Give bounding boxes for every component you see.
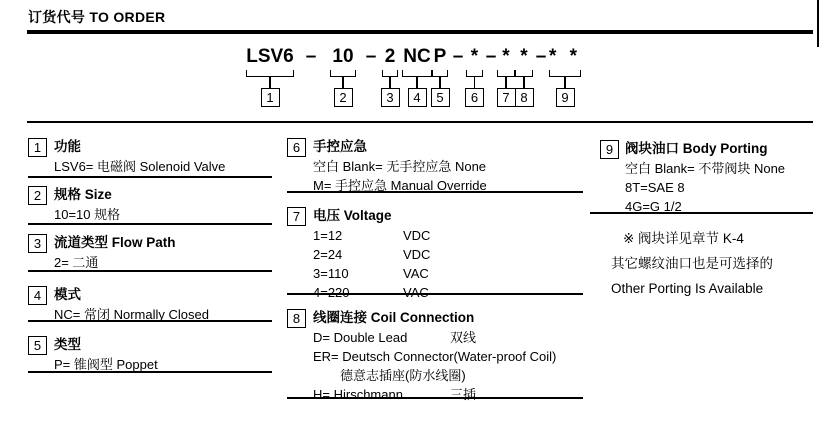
- section-header: [28, 233, 272, 253]
- voltage-option: [313, 264, 583, 283]
- legend-section-flow-path: [28, 230, 272, 272]
- code-text: LSV6: [246, 46, 294, 67]
- position-number-box: 6: [465, 88, 484, 107]
- code-text: –: [535, 46, 547, 67]
- legend-column-3: [590, 0, 813, 439]
- legend-column-1: [28, 0, 272, 439]
- position-number-box: 7: [497, 88, 516, 107]
- code-text: –: [452, 46, 464, 67]
- voltage-option: [313, 226, 583, 245]
- code-text: –: [305, 46, 317, 67]
- position-number-box: 3: [381, 88, 400, 107]
- voltage-unit: VDC: [403, 228, 431, 243]
- section-header: [590, 139, 813, 159]
- note-line: Other Porting Is Available: [611, 281, 764, 296]
- coil-option: [313, 328, 583, 347]
- section-header: [28, 137, 272, 157]
- code-text: 2: [384, 46, 396, 67]
- section-number-box: 7: [287, 207, 306, 226]
- section-title: 类型: [54, 337, 81, 352]
- position-number-box: 8: [515, 88, 534, 107]
- section-title: 规格 Size: [54, 187, 112, 202]
- coil-code: D= Double Lead: [313, 330, 408, 345]
- section-number-box: 6: [287, 138, 306, 157]
- note-line: ※ 阀块详见章节 K-4: [623, 231, 744, 246]
- section-option: M= 手控应急 Manual Override: [313, 178, 487, 193]
- legend-section-size: [28, 182, 272, 225]
- section-header: [28, 185, 272, 205]
- voltage-code: 1=12: [313, 228, 343, 243]
- legend-section-coil-connection: [287, 305, 583, 402]
- legend-section-body-porting: [590, 136, 813, 214]
- section-title: 流道类型 Flow Path: [54, 235, 176, 250]
- voltage-option: [313, 283, 583, 302]
- legend-section-mode: [28, 282, 272, 322]
- section-option: NC= 常闭 Normally Closed: [54, 307, 209, 322]
- section-title: 电压 Voltage: [313, 208, 392, 223]
- code-text: –: [485, 46, 497, 67]
- section-title: 手控应急: [313, 139, 367, 154]
- legend-section-voltage: [287, 203, 583, 300]
- code-text: * *: [548, 46, 582, 67]
- note-line: 其它螺纹油口也是可选择的: [611, 256, 773, 271]
- page-edge-line: [817, 0, 819, 47]
- section-title: 模式: [54, 287, 81, 302]
- code-text: *: [502, 46, 510, 67]
- section-header: [287, 137, 583, 157]
- position-number-box: 9: [556, 88, 575, 107]
- section-title: 线圈连接 Coil Connection: [313, 310, 475, 325]
- voltage-unit: VAC: [403, 285, 429, 300]
- voltage-option: [313, 245, 583, 264]
- porting-note: [611, 226, 811, 301]
- section-title: 功能: [54, 139, 81, 154]
- legend-section-function: [28, 134, 272, 178]
- section-option: 2= 二通: [54, 255, 99, 270]
- position-number-box: 2: [334, 88, 353, 107]
- coil-label: 双线: [450, 330, 477, 345]
- coil-option: [313, 385, 583, 404]
- voltage-unit: VAC: [403, 266, 429, 281]
- coil-option: ER= Deutsch Connector(Water-proof Coil): [313, 349, 557, 364]
- section-header: [287, 308, 583, 328]
- code-text: *: [470, 46, 479, 67]
- section-option: 空白 Blank= 无手控应急 None: [313, 159, 487, 174]
- legend-column-2: [287, 0, 583, 439]
- position-number-box: 1: [261, 88, 280, 107]
- code-text: –: [365, 46, 377, 67]
- coil-label: 三插: [450, 387, 477, 402]
- coil-code: H= Hirschmann: [313, 387, 403, 402]
- section-option: 4G=G 1/2: [625, 199, 682, 214]
- section-header: [28, 285, 272, 305]
- position-number-box: 5: [431, 88, 450, 107]
- voltage-code: 2=24: [313, 247, 343, 262]
- legend-section-type: [28, 332, 272, 373]
- section-option: P= 锥阀型 Poppet: [54, 357, 158, 372]
- section-header: [28, 335, 272, 355]
- section-option: 空白 Blank= 不带阀块 None: [625, 161, 786, 176]
- section-number-box: 3: [28, 234, 47, 253]
- section-number-box: 9: [600, 140, 619, 159]
- section-option: 8T=SAE 8: [625, 180, 685, 195]
- section-number-box: 2: [28, 186, 47, 205]
- section-option: LSV6= 电磁阀 Solenoid Valve: [54, 159, 226, 174]
- code-text: *: [520, 46, 528, 67]
- coil-option-translation: 德意志插座(防水线圈): [340, 368, 466, 383]
- voltage-code: 3=110: [313, 266, 349, 281]
- code-text: NC: [403, 46, 431, 67]
- section-option: 10=10 规格: [54, 207, 121, 222]
- section-number-box: 5: [28, 336, 47, 355]
- section-number-box: 8: [287, 309, 306, 328]
- voltage-code: 4=220: [313, 285, 350, 300]
- legend-section-manual-override: [287, 134, 583, 193]
- section-number-box: 1: [28, 138, 47, 157]
- code-text: P: [433, 46, 447, 67]
- code-text: 10: [332, 46, 354, 67]
- voltage-unit: VDC: [403, 247, 431, 262]
- section-title: 阀块油口 Body Porting: [625, 141, 768, 156]
- section-number-box: 4: [28, 286, 47, 305]
- section-header: [287, 206, 583, 226]
- position-number-box: 4: [408, 88, 427, 107]
- page-title: 订货代号 TO ORDER: [28, 9, 166, 25]
